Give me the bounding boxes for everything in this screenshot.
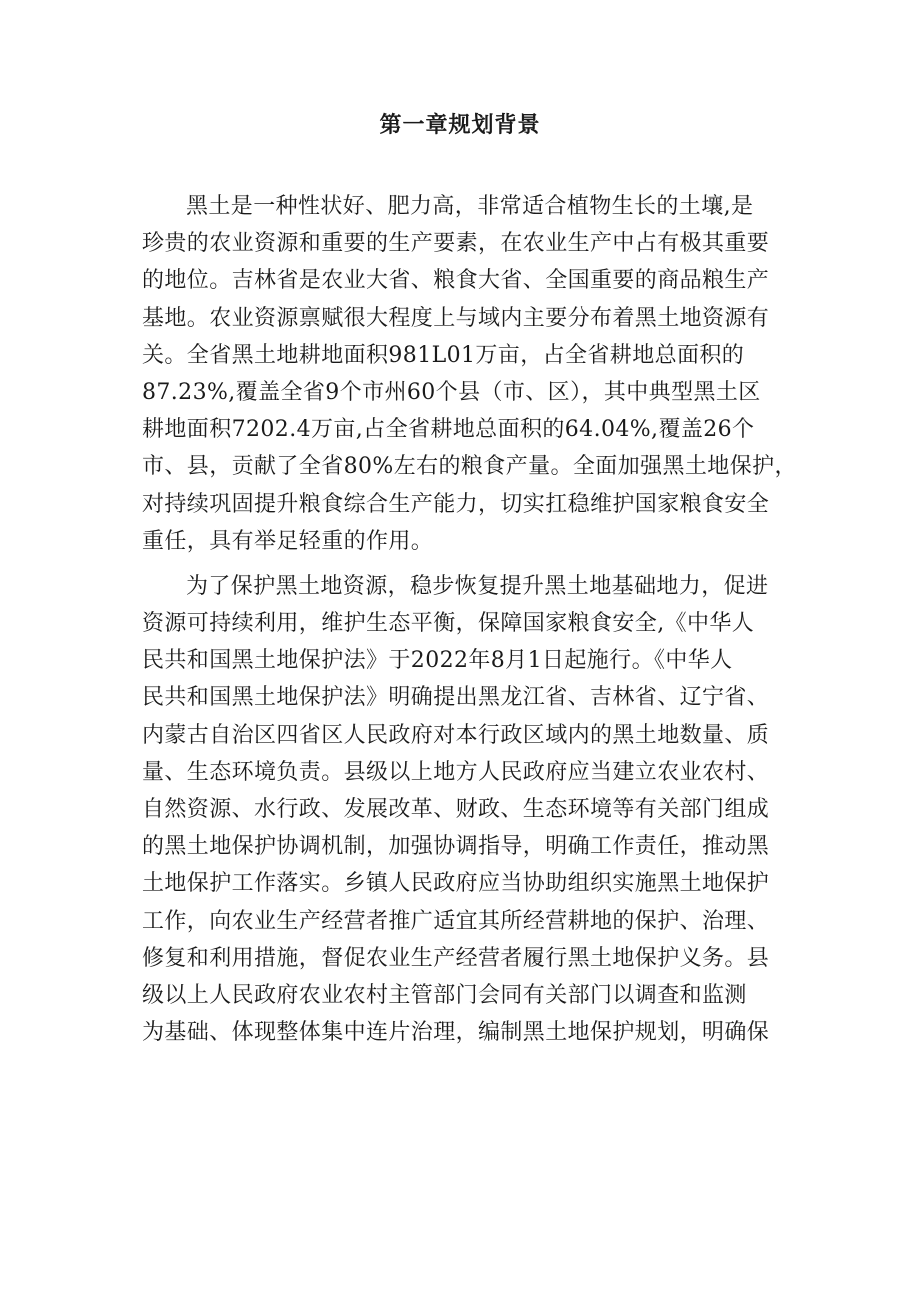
paragraph-gap: [142, 560, 792, 568]
text-line: 耕地面积7202.4万亩,占全省耕地总面积的64.04%,覆盖26个: [142, 417, 755, 443]
text-line: 工作，向农业生产经营者推广适宜其所经营耕地的保护、治理、: [142, 908, 770, 934]
text-line: 的地位。吉林省是农业大省、粮食大省、全国重要的商品粮生产: [142, 268, 770, 294]
text-line: 修复和利用措施，督促农业生产经营者履行黑土地保护义务。县: [142, 945, 770, 971]
paragraph-1: [142, 188, 797, 560]
text-line: 珍贵的农业资源和重要的生产要素，在农业生产中占有极其重要: [142, 231, 770, 257]
text-line: 基地。农业资源禀赋很大程度上与域内主要分布着黑土地资源有: [142, 305, 770, 331]
text-line: 为了保护黑土地资源，稳步恢复提升黑土地基础地力，促进: [186, 573, 769, 599]
text-line: 市、县，贡献了全省80%左右的粮食产量。全面加强黑土地保护，: [142, 454, 797, 480]
text-line: 量、生态环境负责。县级以上地方人民政府应当建立农业农村、: [142, 759, 770, 785]
text-line: 土地保护工作落实。乡镇人民政府应当协助组织实施黑土地保护: [142, 871, 770, 897]
text-line: 内蒙古自治区四省区人民政府对本行政区域内的黑土地数量、质: [142, 722, 770, 748]
chapter-title: 第一章规划背景: [379, 113, 541, 138]
text-line: 的黑土地保护协调机制，加强协调指导，明确工作责任，推动黑: [142, 834, 770, 860]
text-line: 为基础、体现整体集中连片治理，编制黑土地保护规划，明确保: [142, 1020, 770, 1046]
text-line: 资源可持续利用，维护生态平衡，保障国家粮食安全,《中华人: [142, 611, 755, 637]
text-line: 关。全省黑土地耕地面积981L01万亩，占全省耕地总面积的: [142, 342, 745, 368]
text-line: 对持续巩固提升粮食综合生产能力，切实扛稳维护国家粮食安全: [142, 491, 770, 517]
text-line: 自然资源、水行政、发展改革、财政、生态环境等有关部门组成: [142, 797, 770, 822]
text-line: 黑土是一种性状好、肥力高，非常适合植物生长的土壤,是: [186, 194, 754, 219]
document-body: [142, 188, 797, 1051]
text-line: 级以上人民政府农业农村主管部门会同有关部门以调查和监测: [142, 982, 747, 1008]
text-line: 民共和国黑土地保护法》于2022年8月1日起施行。《中华人: [142, 648, 733, 674]
text-line: 重任，具有举足轻重的作用。: [142, 528, 434, 554]
paragraph-2: [142, 568, 792, 1051]
text-line: 87.23%,覆盖全省9个市州60个县（市、区），其中典型黑土区: [142, 379, 761, 405]
text-line: 民共和国黑土地保护法》明确提出黑龙江省、吉林省、辽宁省、: [142, 685, 770, 711]
